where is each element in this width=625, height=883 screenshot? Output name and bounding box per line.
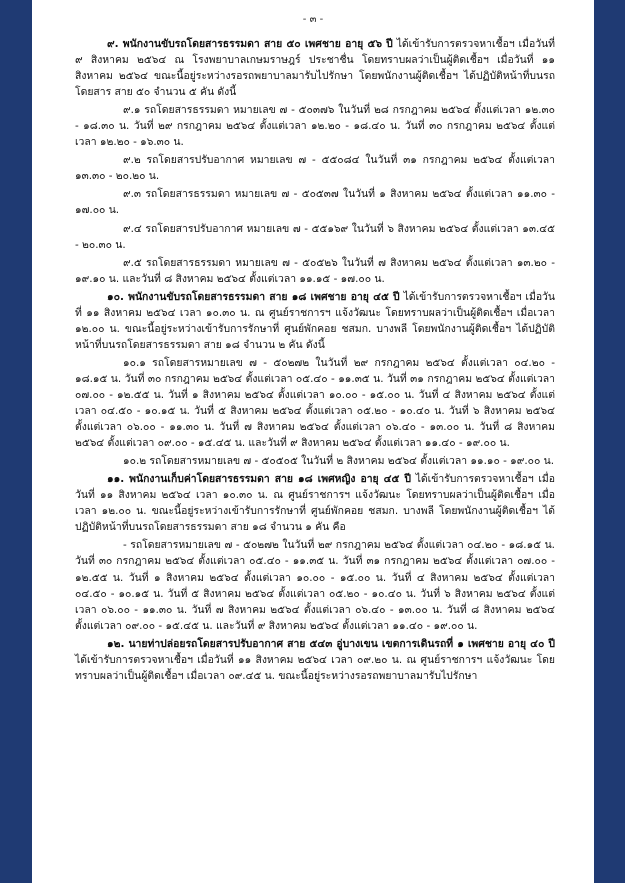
- item-11-body: ได้เข้ารับการตรวจหาเชื้อฯ เมื่อวันที่ ๑๑ สิงหาคม ๒๕๖๔ เวลา ๑๐.๓๐ น. ณ ศูนย์ราชการฯ แจ้งวัฒนะ โดยทราบผลว่าเป็นผู้ติดเชื้อฯ เมื่อเวลา ๑๒.๐๐ น. ขณะนี้อยู่ระหว่างเข้ารับการรักษาที่ ศูนย์พักคอย ชสมก. บางพลี โดยพนักงานผู้ติดเชื้อฯ ได้ปฏิบัติหน้าที่บนรถโดยสารธรรมดา สาย ๑๘ จำนวน ๑ คัน คือ: [75, 473, 555, 534]
- item-10-sub-1: ๑๐.๑ รถโดยสารหมายเลข ๗ - ๕๐๒๗๒ ในวันที่ ๒๙ กรกฎาคม ๒๕๖๔ ตั้งแต่เวลา ๐๔.๒๐ - ๑๘.๑๕ น. วันที่ ๓๐ กรกฎาคม ๒๕๖๔ ตั้งแต่เวลา ๐๕.๔๐ - ๑๑.๓๕ น. วันที่ ๓๑ กรกฎาคม ๒๕๖๔ ตั้งแต่เวลา ๐๗.๐๐ - ๑๒.๕๕ น. วันที่ ๑ สิงหาคม ๒๕๖๔ ตั้งแต่เวลา ๑๐.๐๐ - ๑๕.๐๐ น. วันที่ ๔ สิงหาคม ๒๕๖๔ ตั้งแต่เวลา ๐๔.๕๐ - ๑๐.๑๕ น. วันที่ ๕ สิงหาคม ๒๕๖๔ ตั้งแต่เวลา ๐๕.๒๐ - ๑๐.๔๐ น. วันที่ ๖ สิงหาคม ๒๕๖๔ ตั้งแต่เวลา ๐๖.๐๐ - ๑๑.๓๐ น. วันที่ ๗ สิงหาคม ๒๕๖๔ ตั้งแต่เวลา ๐๖.๔๐ - ๑๓.๐๐ น. วันที่ ๘ สิงหาคม ๒๕๖๔ ตั้งแต่เวลา ๐๙.๐๐ - ๑๕.๔๕ น. และวันที่ ๙ สิงหาคม ๒๕๖๔ ตั้งแต่เวลา ๑๑.๔๐ - ๑๙.๐๐ น.: [75, 356, 555, 450]
- item-9-paragraph: [75, 36, 555, 100]
- item-12-paragraph: [75, 636, 555, 684]
- page-number: - ๓ -: [302, 14, 324, 25]
- item-9-sub-3: ๙.๓ รถโดยสารธรรมดา หมายเลข ๗ - ๕๐๕๓๗ ในวันที่ ๑ สิงหาคม ๒๕๖๔ ตั้งแต่เวลา ๑๑.๓๐ - ๑๗.๐๐ น.: [75, 188, 555, 217]
- item-11-sub-1: - รถโดยสารหมายเลข ๗ - ๕๐๒๗๒ ในวันที่ ๒๙ กรกฎาคม ๒๕๖๔ ตั้งแต่เวลา ๐๔.๒๐ - ๑๘.๑๕ น. วันที่ ๓๐ กรกฎาคม ๒๕๖๔ ตั้งแต่เวลา ๐๕.๔๐ - ๑๑.๓๕ น. วันที่ ๓๑ กรกฎาคม ๒๕๖๔ ตั้งแต่เวลา ๐๗.๐๐ - ๑๒.๕๕ น. วันที่ ๑ สิงหาคม ๒๕๖๔ ตั้งแต่เวลา ๑๐.๐๐ - ๑๕.๐๐ น. วันที่ ๔ สิงหาคม ๒๕๖๔ ตั้งแต่เวลา ๐๔.๕๐ - ๑๐.๑๕ น. วันที่ ๕ สิงหาคม ๒๕๖๔ ตั้งแต่เวลา ๐๕.๒๐ - ๑๐.๔๐ น. วันที่ ๖ สิงหาคม ๒๕๖๔ ตั้งแต่เวลา ๐๖.๐๐ - ๑๑.๓๐ น. วันที่ ๗ สิงหาคม ๒๕๖๔ ตั้งแต่เวลา ๐๖.๔๐ - ๑๓.๐๐ น. วันที่ ๘ สิงหาคม ๒๕๖๔ ตั้งแต่เวลา ๐๙.๐๐ - ๑๕.๔๕ น. และวันที่ ๙ สิงหาคม ๒๕๖๔ ตั้งแต่เวลา ๑๑.๔๐ - ๑๙.๐๐ น.: [75, 539, 555, 632]
- item-12-body: ได้เข้ารับการตรวจหาเชื้อฯ เมื่อวันที่ ๑๑ สิงหาคม ๒๕๖๔ เวลา ๐๙.๒๐ น. ณ ศูนย์ราชการฯ แจ้งวัฒนะ โดยทราบผลว่าเป็นผู้ติดเชื้อฯ เมื่อเวลา ๐๙.๔๕ น. ขณะนี้อยู่ระหว่างรอรถพยาบาลมารับไปรักษา: [75, 653, 555, 682]
- document-page: [32, 0, 594, 883]
- item-9: [75, 36, 555, 287]
- item-10-paragraph: [75, 289, 555, 353]
- item-9-body: ได้เข้ารับการตรวจหาเชื้อฯ เมื่อวันที่ ๙ สิงหาคม ๒๕๖๔ ณ โรงพยาบาลเกษมราษฎร์ ประชาชื่น โดยทราบผลว่าเป็นผู้ติดเชื้อฯ เมื่อวันที่ ๑๑ สิงหาคม ๒๕๖๔ ขณะนี้อยู่ระหว่างรอรถพยาบาลมารับไปรักษา โดยพนักงานผู้ติดเชื้อฯ ได้ปฏิบัติหน้าที่บนรถโดยสาร สาย ๕๐ จำนวน ๕ คัน ดังนี้: [75, 38, 555, 99]
- item-12: [75, 636, 555, 684]
- item-9-sub-2: ๙.๒ รถโดยสารปรับอากาศ หมายเลข ๗ - ๕๕๐๘๔ ในวันที่ ๓๑ กรกฎาคม ๒๕๖๔ ตั้งแต่เวลา ๑๓.๓๐ - ๒๐.๒๐ น.: [75, 154, 555, 183]
- item-9-sub-1: ๙.๑ รถโดยสารธรรมดา หมายเลข ๗ - ๕๐๓๗๖ ในวันที่ ๒๘ กรกฎาคม ๒๕๖๔ ตั้งแต่เวลา ๑๒.๓๐ - ๑๘.๓๐ น. วันที่ ๒๙ กรกฎาคม ๒๕๖๔ ตั้งแต่เวลา ๑๒.๒๐ - ๑๘.๔๐ น. วันที่ ๓๐ กรกฎาคม ๒๕๖๔ ตั้งแต่เวลา ๑๒.๒๐ - ๑๖.๓๐ น.: [75, 104, 555, 149]
- item-10-heading: ๑๐. พนักงานขับรถโดยสารธรรมดา สาย ๑๘ เพศชาย อายุ ๔๕ ปี: [107, 290, 400, 303]
- item-10-sub-2: ๑๐.๒ รถโดยสารหมายเลข ๗ - ๕๐๕๐๕ ในวันที่ ๒ สิงหาคม ๒๕๖๔ ตั้งแต่เวลา ๑๑.๑๐ - ๑๙.๐๐ น.: [123, 455, 555, 468]
- document-body: [75, 36, 555, 684]
- item-10-body: ได้เข้ารับการตรวจหาเชื้อฯ เมื่อวันที่ ๑๑ สิงหาคม ๒๕๖๔ เวลา ๑๐.๓๐ น. ณ ศูนย์ราชการฯ แจ้งวัฒนะ โดยทราบผลว่าเป็นผู้ติดเชื้อฯ เมื่อเวลา ๑๒.๐๐ น. ขณะนี้อยู่ระหว่างเข้ารับการรักษาที่ ศูนย์พักคอย ชสมก. บางพลี โดยพนักงานผู้ติดเชื้อฯ ได้ปฏิบัติหน้าที่บนรถโดยสารธรรมดา สาย ๑๘ จำนวน ๒ คัน ดังนี้: [75, 290, 555, 351]
- item-10: [75, 289, 555, 470]
- item-11: [75, 471, 555, 633]
- item-9-sub-5: ๙.๕ รถโดยสารธรรมดา หมายเลข ๗ - ๕๐๕๒๖ ในวันที่ ๗ สิงหาคม ๒๕๖๔ ตั้งแต่เวลา ๑๓.๒๐ - ๑๙.๑๐ น. และวันที่ ๘ สิงหาคม ๒๕๖๔ ตั้งแต่เวลา ๑๑.๑๕ - ๑๗.๐๐ น.: [75, 256, 555, 285]
- item-11-heading: ๑๑. พนักงานเก็บค่าโดยสารธรรมดา สาย ๑๘ เพศหญิง อายุ ๔๕ ปี: [107, 473, 411, 486]
- item-12-heading: ๑๒. นายท่าปล่อยรถโดยสารปรับอากาศ สาย ๕๔๓ อู่บางเขน เขตการเดินรถที่ ๑ เพศชาย อายุ ๔๐ ปี: [107, 637, 555, 650]
- item-11-paragraph: [75, 471, 555, 535]
- item-9-sub-4: ๙.๔ รถโดยสารปรับอากาศ หมายเลข ๗ - ๕๕๑๖๙ ในวันที่ ๖ สิงหาคม ๒๕๖๔ ตั้งแต่เวลา ๑๓.๔๕ - ๒๐.๓๐ น.: [75, 222, 555, 251]
- item-9-heading: ๙. พนักงานขับรถโดยสารธรรมดา สาย ๕๐ เพศชาย อายุ ๕๖ ปี: [107, 38, 393, 50]
